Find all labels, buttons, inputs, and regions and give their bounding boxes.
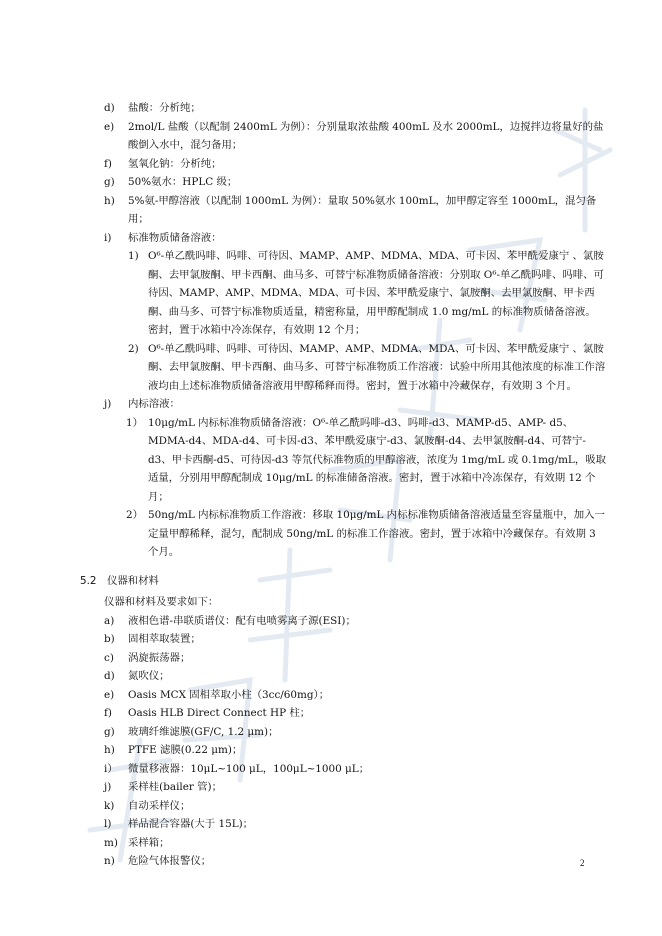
- equipment-list: [94, 612, 606, 871]
- list-text: 样品混合容器(大于 15L)；: [128, 818, 254, 830]
- equipment-item: [94, 612, 606, 631]
- list-text: 微量移液器：10μL~100 μL，100μL~1000 μL；: [128, 762, 370, 775]
- reagent-item: [94, 118, 606, 155]
- internal-standard-sublist: [94, 414, 606, 562]
- list-text: O⁶-单乙酰吗啡、吗啡、可待因、MAMP、AMP、MDMA、MDA、可卡因、苯甲酰爱康宁 、氯胺酮、去甲氯胺酮、甲卡西酮、曲马多、可替宁标准物质工作溶液：试验中所用其他浓度的标准工作溶液均由上述标准物质储备溶液用甲醇稀释而得。密封，置于冰箱中冷藏保存，有效期 3 个月。: [148, 342, 606, 392]
- list-text: 液相色谱-串联质谱仪：配有电喷雾离子源(ESI)；: [128, 614, 356, 627]
- standard-solution-sublist: [94, 247, 606, 395]
- list-marker: b): [104, 633, 115, 645]
- list-marker: l): [104, 818, 112, 830]
- list-text: Oasis MCX 固相萃取小柱（3cc/60mg）；: [128, 688, 330, 701]
- list-marker: 2): [128, 342, 139, 355]
- list-item-j: [94, 395, 606, 414]
- intro-text: 仪器和材料及要求如下：: [104, 596, 219, 608]
- list-marker: g): [104, 176, 115, 188]
- list-text: PTFE 滤膜(0.22 μm)；: [128, 744, 243, 756]
- reagent-item: [94, 155, 606, 174]
- equipment-item: [94, 741, 606, 760]
- body-content: [80, 99, 606, 871]
- standard-solution-item: [94, 340, 606, 396]
- reagent-item: [94, 173, 606, 192]
- list-text: 固相萃取装置；: [128, 633, 201, 645]
- list-marker: d): [104, 102, 115, 114]
- list-marker: g): [104, 725, 115, 738]
- equipment-item: [94, 797, 606, 816]
- section-heading: [80, 572, 606, 591]
- list-text: Oasis HLB Direct Connect HP 柱；: [128, 707, 311, 719]
- list-text: 50ng/mL 内标标准物质工作溶液：移取 10μg/mL 内标标准物质储备溶液适量至容量瓶中，加入一定量甲醇稀释，混匀，配制成 50ng/mL 的标准工作溶液。密封，置于冰箱中冷藏保存。有效期 3 个月。: [148, 509, 605, 558]
- list-text: 氮吹仪；: [128, 670, 170, 682]
- reagent-item: [94, 99, 606, 118]
- list-marker: h): [104, 744, 115, 756]
- list-text: 50%氨水：HPLC 级；: [128, 176, 238, 188]
- list-marker: 2）: [126, 509, 144, 521]
- list-text: 2mol/L 盐酸（以配制 2400mL 为例）：分别量取浓盐酸 400mL 及水 2000mL，边搅拌边将量好的盐酸倒入水中，混匀备用；: [128, 120, 604, 151]
- list-marker: m): [104, 836, 118, 849]
- list-marker: 1): [128, 250, 139, 262]
- reagent-list: [94, 99, 606, 247]
- reagent-item: [94, 229, 606, 248]
- internal-standard-item: [94, 414, 606, 507]
- list-text: 标准物质储备溶液：: [128, 231, 222, 244]
- equipment-item: [94, 852, 606, 871]
- reagent-item: [94, 192, 606, 229]
- list-text: O⁶-单乙酰吗啡、吗啡、可待因、MAMP、AMP、MDMA、MDA、可卡因、苯甲酰爱康宁 、氯胺酮、去甲氯胺酮、甲卡西酮、曲马多、可替宁标准物质储备溶液：分别取 O⁶-单乙酰吗啡、吗啡、可待因、MAMP、AMP、MDMA、MDA、可卡因、苯甲酰爱康宁、氯胺酮、去甲氯胺酮、甲卡西酮、曲马多、可替宁标准物质适量，精密称量，用甲醇配制成 1.0 mg/mL 的标准物质储备溶液。密封，置于冰箱中冷冻保存，有效期 12 个月；: [148, 250, 604, 336]
- list-marker: i）: [104, 762, 118, 775]
- section-title: 仪器和材料: [107, 574, 159, 587]
- list-marker: j): [104, 398, 112, 410]
- list-marker: e): [104, 120, 115, 133]
- equipment-item: [94, 667, 606, 686]
- list-marker: d): [104, 670, 115, 682]
- equipment-item: [94, 630, 606, 649]
- equipment-item: [94, 815, 606, 834]
- list-text: 自动采样仪；: [128, 799, 191, 812]
- equipment-item: [94, 760, 606, 779]
- list-text: 采样桂(bailer 管)；: [128, 781, 222, 793]
- equipment-item: [94, 649, 606, 668]
- equipment-item: [94, 686, 606, 705]
- equipment-item: [94, 704, 606, 723]
- list-text: 5%氨-甲醇溶液（以配制 1000mL 为例）：量取 50%氨水 100mL，加甲醇定容至 1000mL，混匀备用；: [128, 194, 597, 225]
- equipment-item: [94, 778, 606, 797]
- list-marker: f): [104, 707, 112, 719]
- list-text: 危险气体报警仪；: [128, 855, 212, 867]
- internal-standard-item: [94, 506, 606, 562]
- list-marker: n): [104, 855, 115, 867]
- list-marker: j): [104, 781, 112, 793]
- list-text: 采样箱；: [128, 836, 170, 849]
- list-text: 盐酸：分析纯；: [128, 102, 201, 114]
- list-marker: e): [104, 688, 115, 701]
- list-marker: i): [104, 231, 112, 244]
- list-text: 内标溶液：: [128, 398, 180, 410]
- list-marker: h): [104, 194, 115, 207]
- page-number: 2: [580, 858, 585, 868]
- standard-solution-item: [94, 247, 606, 340]
- list-text: 玻璃纤维滤膜(GF/C, 1.2 μm)；: [128, 725, 279, 738]
- list-marker: c): [104, 651, 114, 664]
- list-text: 10μg/mL 内标标准物质储备溶液：O⁶-单乙酰吗啡-d3、吗啡-d3、MAMP-d5、AMP- d5、MDMA-d4、MDA-d4、可卡因-d3、苯甲酰爱康宁-d3、氯胺酮-d4、去甲氯胺酮-d4、可替宁-d3、甲卡西酮-d5、可待因-d3 等氘代标准物质的甲醇溶液，浓度为 1mg/mL 或 0.1mg/mL，吸取适量，分别用甲醇配制成 10μg/mL 的标准储备溶液。密封，置于冰箱中冷冻保存，有效期 12 个月；: [148, 416, 606, 503]
- list-marker: f): [104, 157, 112, 170]
- section-number: 5.2: [80, 574, 97, 587]
- list-text: 涡旋振荡器；: [128, 651, 191, 664]
- list-marker: 1）: [126, 416, 144, 429]
- list-text: 氢氧化钠：分析纯；: [128, 157, 222, 170]
- equipment-item: [94, 723, 606, 742]
- equipment-item: [94, 834, 606, 853]
- list-marker: a): [104, 614, 115, 627]
- list-marker: k): [104, 799, 115, 812]
